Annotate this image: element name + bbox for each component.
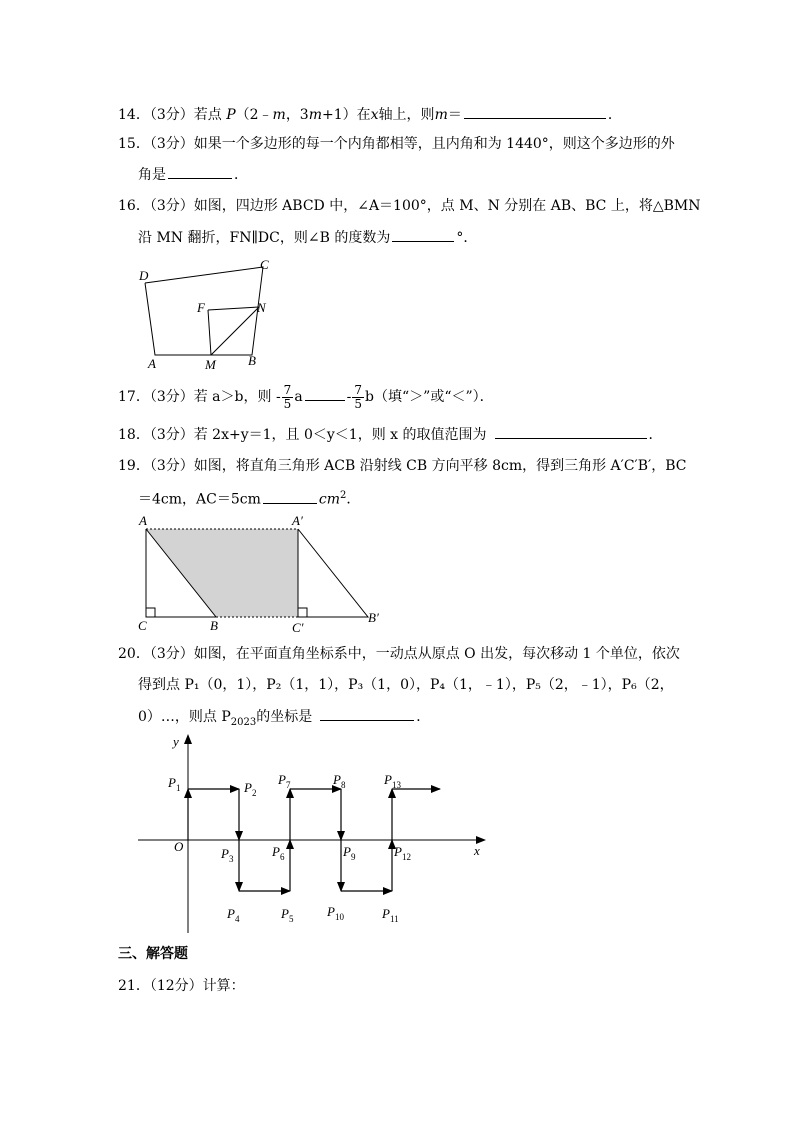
question-20-line2: 得到点 P₁（0，1），P₂（1，1），P₃（1，0），P₄（1，﹣1），P₅（2，﹣1），P₆（2， <box>138 677 674 693</box>
segment-fm <box>208 310 211 355</box>
point-label-p11: $P_{11}$ <box>382 906 399 924</box>
question-19-line2: ＝4cm，AC＝5cm $cm^2$． <box>138 490 361 508</box>
label-a-prime: A′ <box>292 513 303 528</box>
fraction-7-5-b: $\frac{7}{5}$ <box>354 382 363 411</box>
point-label-p6: $P_6$ <box>272 844 285 862</box>
label-c: C <box>260 257 269 272</box>
label-m: M <box>205 357 216 372</box>
origin-label: O <box>174 839 184 854</box>
axis-label-x: x <box>474 843 480 858</box>
question-16-line2: 沿 MN 翻折，FN∥DC，则∠B 的度数为 °． <box>138 227 477 248</box>
point-label-p3: $P_3$ <box>221 846 234 864</box>
question-20-line3: 0）…，则点 $P_{2023}$的坐标是 ． <box>138 706 430 733</box>
label-a: A <box>139 513 147 528</box>
point-label-p7: $P_7$ <box>278 772 291 790</box>
answer-blank-18[interactable] <box>495 424 647 439</box>
point-label-p4: $P_4$ <box>227 906 240 924</box>
section-heading: 三、解答题 <box>118 946 188 962</box>
question-18: 18．（3分）若 2x+y＝1，且 0＜y＜1，则 x 的取值范围为 ． <box>118 424 663 445</box>
fraction-7-5-a: $\frac{7}{5}$ <box>283 382 292 411</box>
label-n: N <box>257 300 266 315</box>
label-b: B <box>210 618 218 633</box>
point-label-p9: $P_9$ <box>343 844 356 862</box>
figure-coordinate-path <box>135 730 495 940</box>
question-15-line1: 15．（3分）如果一个多边形的每一个内角都相等，且内角和为 1440°，则这个多边形的外 <box>118 136 675 152</box>
point-label-p1: $P_1$ <box>168 775 181 793</box>
answer-blank-16[interactable] <box>392 227 454 242</box>
answer-blank-15[interactable] <box>168 164 232 179</box>
question-15-line2: 角是 ． <box>138 164 248 185</box>
label-a: A <box>148 356 156 371</box>
point-label-p2: $P_2$ <box>244 780 257 798</box>
point-label-p12: $P_{12}$ <box>394 844 411 862</box>
question-19-line1: 19．（3分）如图，将直角三角形 ACB 沿射线 CB 方向平移 8cm，得到三角形 A′C′B′，BC <box>118 458 687 474</box>
figure-quadrilateral <box>130 256 290 371</box>
answer-blank-20[interactable] <box>320 706 414 721</box>
label-d: D <box>139 268 149 283</box>
label-c: C <box>138 618 147 633</box>
point-labels <box>167 772 411 924</box>
answer-blank-19[interactable] <box>263 489 317 504</box>
shaded-region <box>146 529 298 617</box>
right-angle-c <box>146 608 155 617</box>
label-c-prime: C′ <box>292 620 304 635</box>
figure-translation <box>134 513 394 633</box>
answer-blank-17[interactable] <box>305 386 345 401</box>
triangle-a-prime <box>298 529 368 617</box>
segment-fn <box>208 307 259 310</box>
label-f: F <box>197 300 205 315</box>
label-b: B <box>248 353 256 368</box>
label-b-prime: B′ <box>368 610 379 625</box>
question-20-line1: 20．（3分）如图，在平面直角坐标系中，一动点从原点 O 出发，每次移动 1 个单位，依次 <box>118 646 680 662</box>
point-label-p10: $P_{10}$ <box>327 904 344 922</box>
segment-mn <box>211 307 259 355</box>
question-14: 14．（3分）若点 P（2﹣m，3m+1）在x轴上，则m＝ ． <box>118 104 622 125</box>
axis-label-y: y <box>173 734 179 749</box>
question-17: 17．（3分）若 a＞b，则 - $\frac{7}{5}$ a - $\frac{7}{5}$ b（填“＞”或“＜”）． <box>118 382 494 411</box>
right-angle-c-prime <box>298 608 307 617</box>
question-16-line1: 16．（3分）如图，四边形 ABCD 中，∠A＝100°，点 M、N 分别在 AB、BC 上，将△BMN <box>118 198 701 214</box>
point-label-p13: $P_{13}$ <box>384 772 401 790</box>
point-label-p8: $P_8$ <box>333 772 346 790</box>
point-label-p5: $P_5$ <box>281 906 294 924</box>
answer-blank-14[interactable] <box>464 104 606 119</box>
question-21: 21．（12分）计算： <box>118 978 245 994</box>
